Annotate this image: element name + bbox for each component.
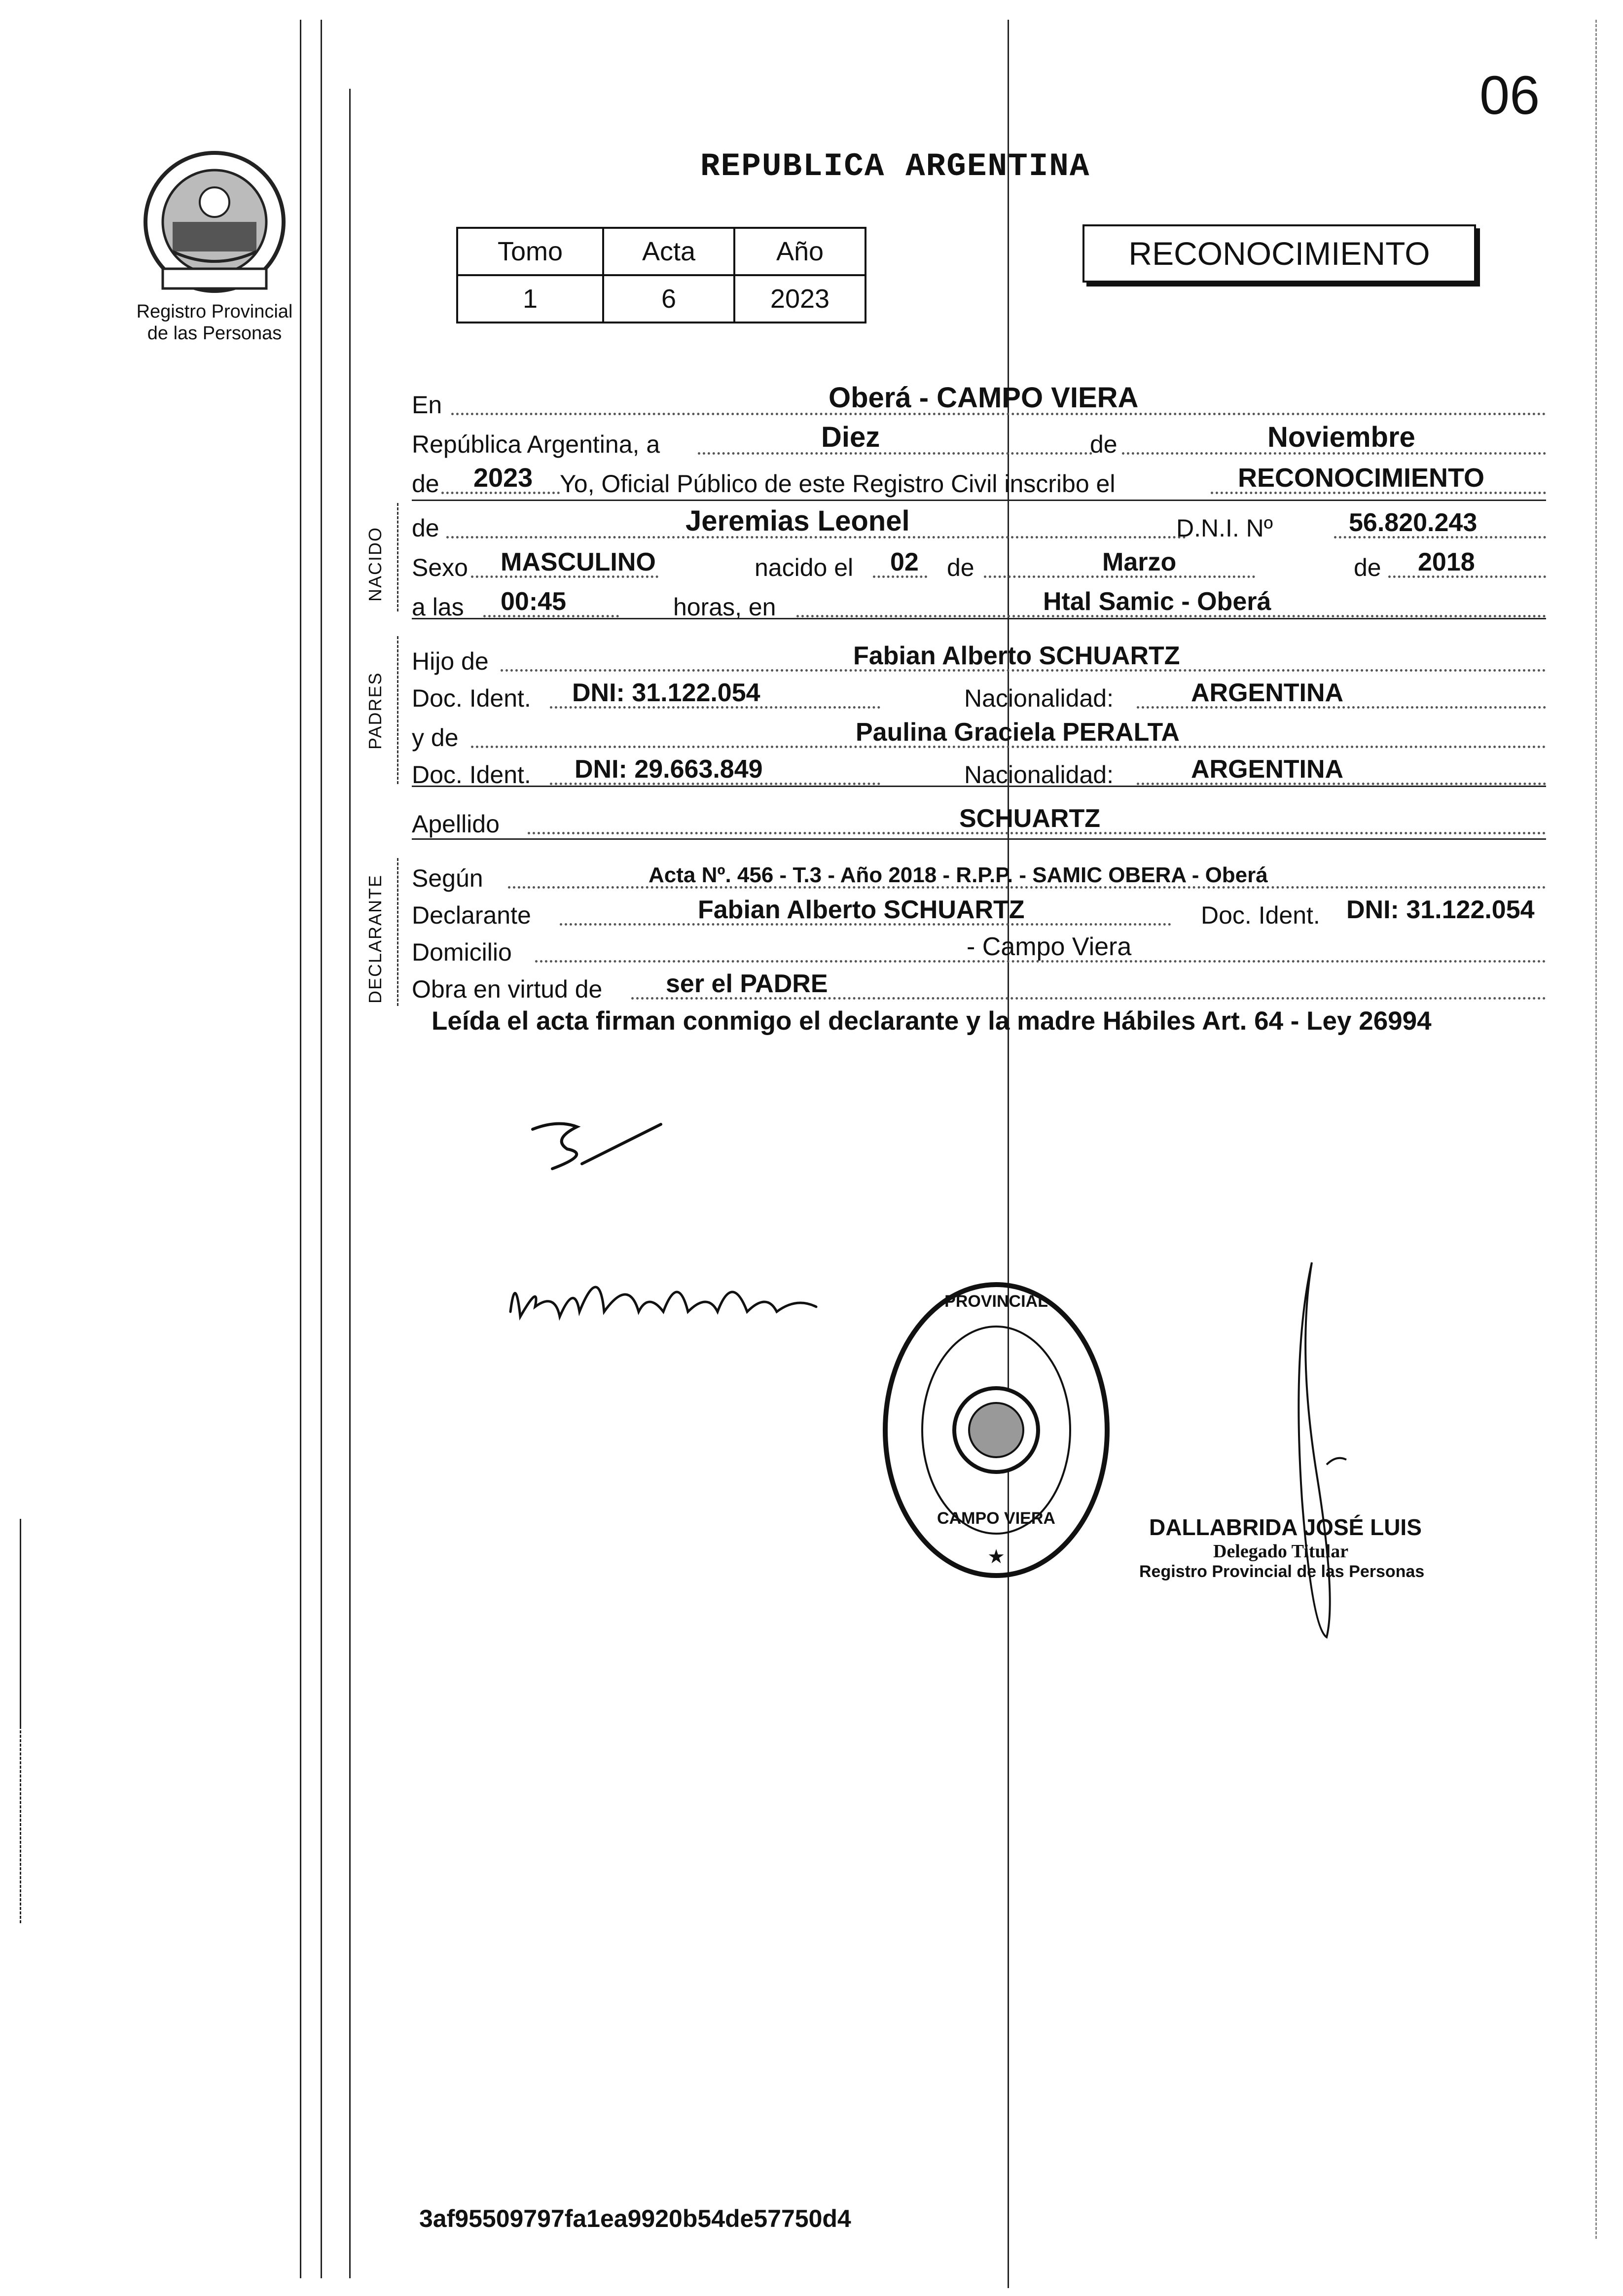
- label: Nacionalidad:: [964, 684, 1114, 712]
- table-cell: 2023: [734, 275, 866, 323]
- value-sexo: MASCULINO: [501, 548, 656, 576]
- row-obra: [412, 964, 1546, 1004]
- page-number: 06: [1479, 65, 1540, 126]
- official-org: Registro Provincial de las Personas: [1139, 1562, 1425, 1581]
- value-segun: Acta Nº. 456 - T.3 - Año 2018 - R.P.P. - SAMIC OBERA - Oberá: [649, 863, 1268, 887]
- value-declarante-dni: DNI: 31.122.054: [1346, 896, 1535, 924]
- label: de: [412, 514, 439, 542]
- document-title: REPUBLICA ARGENTINA: [700, 148, 1090, 185]
- right-margin-line: [1595, 20, 1597, 2239]
- value-day: Diez: [821, 421, 880, 453]
- label: En: [412, 391, 442, 419]
- row-en: [412, 380, 1546, 419]
- label: de: [947, 554, 974, 581]
- svg-text:★: ★: [987, 1546, 1005, 1568]
- official-role: Delegado Titular: [1213, 1541, 1349, 1562]
- value-birth-year: 2018: [1418, 548, 1475, 576]
- record-type-box: RECONOCIMIENTO: [1082, 224, 1476, 283]
- row-declarante: [412, 890, 1546, 930]
- edge-mark: [20, 1519, 21, 1726]
- row-doc2: [412, 750, 1546, 789]
- value-obra: ser el PADRE: [666, 969, 828, 998]
- label: Declarante: [412, 901, 531, 929]
- label: Doc. Ident.: [412, 761, 531, 789]
- label: Yo, Oficial Público de este Registro Civil inscribo el: [560, 470, 1116, 498]
- value-mother: Paulina Graciela PERALTA: [856, 718, 1180, 747]
- fold-line: [1008, 20, 1009, 2288]
- table-cell: 6: [603, 275, 734, 323]
- row-year: [412, 459, 1546, 498]
- edge-mark: [20, 1726, 21, 1923]
- declarant-signature: [523, 1110, 685, 1208]
- label: y de: [412, 724, 459, 752]
- label: Doc. Ident.: [412, 684, 531, 712]
- row-domicilio: [412, 927, 1546, 967]
- value-child-dni: 56.820.243: [1349, 508, 1478, 537]
- hash-code: 3af95509797fa1ea9920b54de57750d4: [419, 2205, 851, 2232]
- label: de: [1090, 430, 1118, 458]
- label: República Argentina, a: [412, 430, 660, 458]
- svg-text:CAMPO VIERA: CAMPO VIERA: [937, 1509, 1055, 1528]
- label: de: [412, 470, 439, 498]
- table-cell: 1: [457, 275, 603, 323]
- record-table: [456, 227, 866, 323]
- label: Obra en virtud de: [412, 975, 603, 1003]
- table-header: Tomo: [457, 228, 603, 275]
- table-header: Año: [734, 228, 866, 275]
- margin-line: [349, 89, 351, 2278]
- row-apellido: [412, 799, 1546, 838]
- row-hora: [412, 582, 1546, 621]
- value-mother-dni: DNI: 29.663.849: [575, 755, 763, 784]
- section-label-padres: PADRES: [365, 672, 385, 750]
- official-block: [1139, 1514, 1425, 1581]
- value-birth-time: 00:45: [501, 587, 566, 616]
- table-header: Acta: [603, 228, 734, 275]
- row-yde: [412, 713, 1546, 752]
- value-father-dni: DNI: 31.122.054: [572, 679, 760, 707]
- row-doc1: [412, 673, 1546, 713]
- value-birth-place: Htal Samic - Oberá: [1043, 587, 1271, 616]
- row-nacido-name: [412, 503, 1546, 542]
- value-declarante: Fabian Alberto SCHUARTZ: [698, 896, 1025, 924]
- mother-signature: [501, 1253, 836, 1341]
- row-hijo: [412, 636, 1546, 676]
- label: Nacionalidad:: [964, 761, 1114, 789]
- value-birth-month: Marzo: [1102, 548, 1177, 576]
- value-year: 2023: [473, 463, 533, 493]
- label: Sexo: [412, 554, 468, 581]
- value-child-name: Jeremias Leonel: [685, 505, 910, 537]
- value-month: Noviembre: [1267, 421, 1415, 453]
- value-apellido: SCHUARTZ: [959, 804, 1100, 833]
- value-place: Oberá - CAMPO VIERA: [829, 382, 1139, 414]
- row-sexo: [412, 542, 1546, 582]
- official-signature: [1262, 1253, 1361, 1647]
- value-inscribe: RECONOCIMIENTO: [1238, 463, 1485, 493]
- row-segun: [412, 853, 1546, 893]
- label: Según: [412, 864, 483, 892]
- row-republica: [412, 419, 1546, 459]
- logo-caption: Registro Provincial de las Personas: [136, 301, 293, 344]
- label: Doc. Ident.: [1201, 901, 1320, 929]
- svg-text:PROVINCIAL: PROVINCIAL: [944, 1292, 1048, 1311]
- label: horas, en: [673, 593, 776, 621]
- official-name: DALLABRIDA JOSÉ LUIS: [1149, 1514, 1422, 1540]
- label: Apellido: [412, 810, 500, 838]
- label: de: [1354, 554, 1381, 581]
- label: Domicilio: [412, 938, 512, 966]
- value-domicilio: - Campo Viera: [967, 933, 1132, 961]
- stamp-icon: [878, 1277, 1115, 1583]
- closing-text: Leída el acta firman conmigo el declarante y la madre Hábiles Art. 64 - Ley 26994: [432, 1006, 1432, 1036]
- value-birth-day: 02: [890, 548, 919, 576]
- misiones-seal-icon: [133, 148, 296, 296]
- label: Hijo de: [412, 647, 489, 675]
- value-father: Fabian Alberto SCHUARTZ: [853, 642, 1180, 670]
- label: a las: [412, 593, 464, 621]
- value-father-nationality: ARGENTINA: [1191, 679, 1344, 707]
- label: nacido el: [755, 554, 854, 581]
- margin-line: [321, 20, 322, 2278]
- margin-line: [300, 20, 301, 2278]
- value-mother-nationality: ARGENTINA: [1191, 755, 1344, 784]
- section-label-nacido: NACIDO: [365, 526, 385, 602]
- section-label-declarante: DECLARANTE: [365, 874, 385, 1004]
- label: D.N.I. Nº: [1176, 514, 1273, 542]
